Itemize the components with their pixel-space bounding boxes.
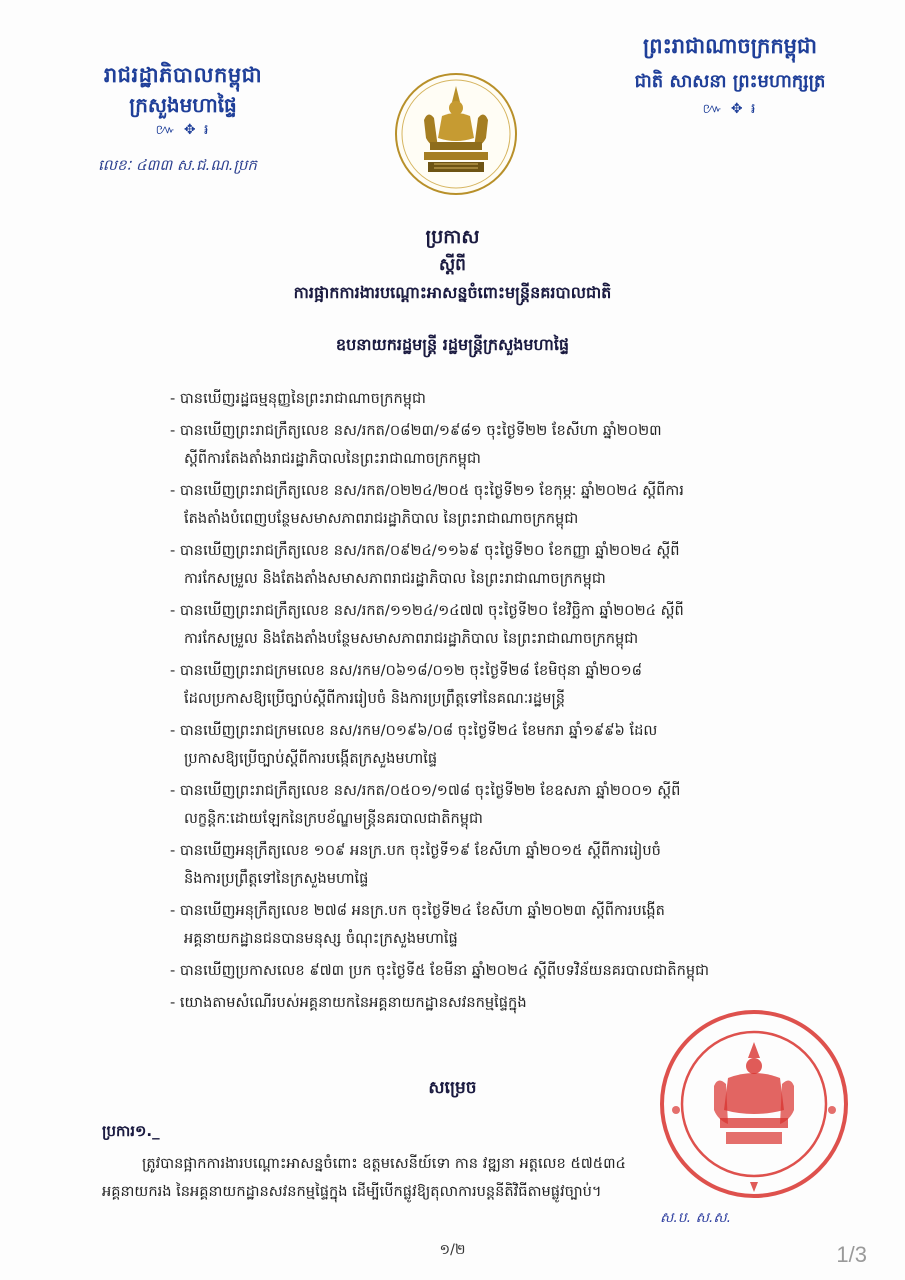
kingdom-header xyxy=(600,28,860,118)
page-number: ១/២ xyxy=(439,1242,466,1258)
consideration-line: - បានឃើញព្រះរាជក្រឹត្យលេខ នស/រកត/០៥០១/១៧៨ ចុះថ្ងៃទី២២ ខែឧសភា ឆ្នាំ២០០១ ស្តីពី xyxy=(170,782,681,799)
consideration-line: ការកែសម្រួល និងតែងតាំងសមាសភាពរាជរដ្ឋាភិបាល នៃព្រះរាជាណាចក្រកម្ពុជា xyxy=(184,570,606,587)
consideration-item xyxy=(170,385,850,413)
consideration-line: ប្រកាសឱ្យប្រើច្បាប់ស្តីពីការបង្កើតក្រសួងមហាផ្ទៃ xyxy=(184,750,438,767)
article-label: ប្រការ១._ xyxy=(102,1122,160,1140)
article-line: អគ្គនាយករង នៃអគ្គនាយកដ្ឋានសវនកម្មផ្ទៃក្នុង ដើម្បីបើកផ្លូវឱ្យតុលាការបន្តនីតិវិធីតាមផ្លូវច្បាប់។ xyxy=(102,1183,602,1200)
consideration-line: - បានឃើញព្រះរាជក្រមលេខ នស/រកម/០១៩៦/០៨ ចុះថ្ងៃទី២៤ ខែមករា ឆ្នាំ១៩៩៦ ដែល xyxy=(170,722,658,739)
viewer-page-indicator: 1/3 xyxy=(836,1242,867,1267)
consideration-line: - បានឃើញព្រះរាជក្រឹត្យលេខ នស/រកត/០៩២៤/១១៦៩ ចុះថ្ងៃទី២០ ខែកញ្ញា ឆ្នាំ២០២៤ ស្តីពី xyxy=(170,542,680,559)
consideration-line: លក្ខន្តិកៈដោយឡែកនៃក្របខ័ណ្ឌមន្ត្រីនគរបាលជាតិកម្ពុជា xyxy=(184,810,483,827)
ornament-divider: ៚ ✥ ៛ xyxy=(702,101,758,117)
consideration-line: - បានឃើញព្រះរាជក្រឹត្យលេខ នស/រកត/១១២៤/១៤៧៧ ចុះថ្ងៃទី២០ ខែវិច្ឆិកា ឆ្នាំ២០២៤ ស្តីពី xyxy=(170,602,684,619)
consideration-item xyxy=(170,477,850,533)
ornament-divider: ៚ ✥ ៛ xyxy=(155,122,211,138)
considerations-list xyxy=(170,385,850,1021)
kingdom-name: ព្រះរាជាណាចក្រកម្ពុជា xyxy=(642,34,817,58)
ministry-name: ក្រសួងមហាផ្ទៃ xyxy=(129,93,237,117)
royal-emblem-icon xyxy=(394,72,518,196)
document-subject: ការផ្អាកការងារបណ្តោះអាសន្នចំពោះមន្ត្រីនគរបាលជាតិ xyxy=(293,283,612,302)
consideration-line: ស្តីពីការតែងតាំងរាជរដ្ឋាភិបាលនៃព្រះរាជាណាចក្រកម្ពុជា xyxy=(184,450,481,467)
consideration-line: - បានឃើញរដ្ឋធម្មនុញ្ញនៃព្រះរាជាណាចក្រកម្ពុជា xyxy=(170,390,426,407)
signature-initials: ស.ប. ស.ស. xyxy=(660,1210,732,1226)
consideration-item xyxy=(170,417,850,473)
consideration-line: - យោងតាមសំណើរបស់អគ្គនាយកនៃអគ្គនាយកដ្ឋានសវនកម្មផ្ទៃក្នុង xyxy=(170,994,527,1011)
issuer-title: ឧបនាយករដ្ឋមន្ត្រី រដ្ឋមន្ត្រីក្រសួងមហាផ្ទៃ xyxy=(335,335,570,354)
consideration-item xyxy=(170,777,850,833)
consideration-item xyxy=(170,537,850,593)
consideration-item xyxy=(170,717,850,773)
consideration-line: ដែលប្រកាសឱ្យប្រើច្បាប់ស្តីពីការរៀបចំ និងការប្រព្រឹត្តទៅនៃគណៈរដ្ឋមន្ត្រី xyxy=(184,690,566,707)
consideration-line: - បានឃើញប្រកាសលេខ ៩៧៣ ប្រក ចុះថ្ងៃទី៥ ខែមីនា ឆ្នាំ២០២៤ ស្តីពីបទវិន័យនគរបាលជាតិកម្ពុជា xyxy=(170,962,710,979)
consideration-line: - បានឃើញព្រះរាជក្រមលេខ នស/រកម/០៦១៨/០១២ ចុះថ្ងៃទី២៨ ខែមិថុនា ឆ្នាំ២០១៨ xyxy=(170,662,642,679)
consideration-line: - បានឃើញព្រះរាជក្រឹត្យលេខ នស/រកត/០៨២៣/១៩៨១ ចុះថ្ងៃទី២២ ខែសីហា ឆ្នាំ២០២៣ xyxy=(170,422,662,439)
consideration-line: - បានឃើញអនុក្រឹត្យលេខ ១០៩ អនក្រ.បក ចុះថ្ងៃទី១៩ ខែសីហា ឆ្នាំ២០១៥ ស្តីពីការរៀបចំ xyxy=(170,842,661,859)
consideration-item xyxy=(170,837,850,893)
government-name: រាជរដ្ឋាភិបាលកម្ពុជា xyxy=(103,63,263,87)
consideration-line: - បានឃើញព្រះរាជក្រឹត្យលេខ នស/រកត/០២២៤/២០៥ ចុះថ្ងៃទី២១ ខែកុម្ភៈ ឆ្នាំ២០២៤ ស្តីពីការ xyxy=(170,482,684,499)
ministry-header xyxy=(68,60,298,174)
document-title-block xyxy=(0,222,905,360)
consideration-item xyxy=(170,957,850,985)
document-type: ប្រកាស xyxy=(425,226,480,248)
national-motto: ជាតិ សាសនា ព្រះមហាក្សត្រ xyxy=(634,71,826,92)
consideration-item xyxy=(170,657,850,713)
article-line: ត្រូវបានផ្អាកការងារបណ្តោះអាសន្នចំពោះ ឧត្តមសេនីយ៍ទោ កាន វឌ្ឍនា អត្តលេខ ៥៧៥៣៤ xyxy=(142,1155,626,1172)
decision-heading: សម្រេច xyxy=(428,1078,477,1098)
consideration-line: និងការប្រព្រឹត្តទៅនៃក្រសួងមហាផ្ទៃ xyxy=(184,870,369,887)
consideration-line: ការកែសម្រួល និងតែងតាំងបន្ថែមសមាសភាពរាជរដ្ឋាភិបាល នៃព្រះរាជាណាចក្រកម្ពុជា xyxy=(184,630,639,647)
consideration-line: តែងតាំងបំពេញបន្ថែមសមាសភាពរាជរដ្ឋាភិបាល នៃព្រះរាជាណាចក្រកម្ពុជា xyxy=(184,510,579,527)
consideration-line: - បានឃើញអនុក្រឹត្យលេខ ២៧៨ អនក្រ.បក ចុះថ្ងៃទី២៤ ខែសីហា ឆ្នាំ២០២៣ ស្តីពីការបង្កើត xyxy=(170,902,665,919)
consideration-item xyxy=(170,897,850,953)
regarding-label: ស្តីពី xyxy=(439,255,466,275)
reference-number: លេខៈ ៤៣៣ ស.ជ.ណ.ប្រក xyxy=(98,156,257,174)
consideration-line: អគ្គនាយកដ្ឋានជនបានមនុស្ស ចំណុះក្រសួងមហាផ្ទៃ xyxy=(184,930,458,947)
official-seal-icon xyxy=(656,1006,852,1202)
consideration-item xyxy=(170,597,850,653)
